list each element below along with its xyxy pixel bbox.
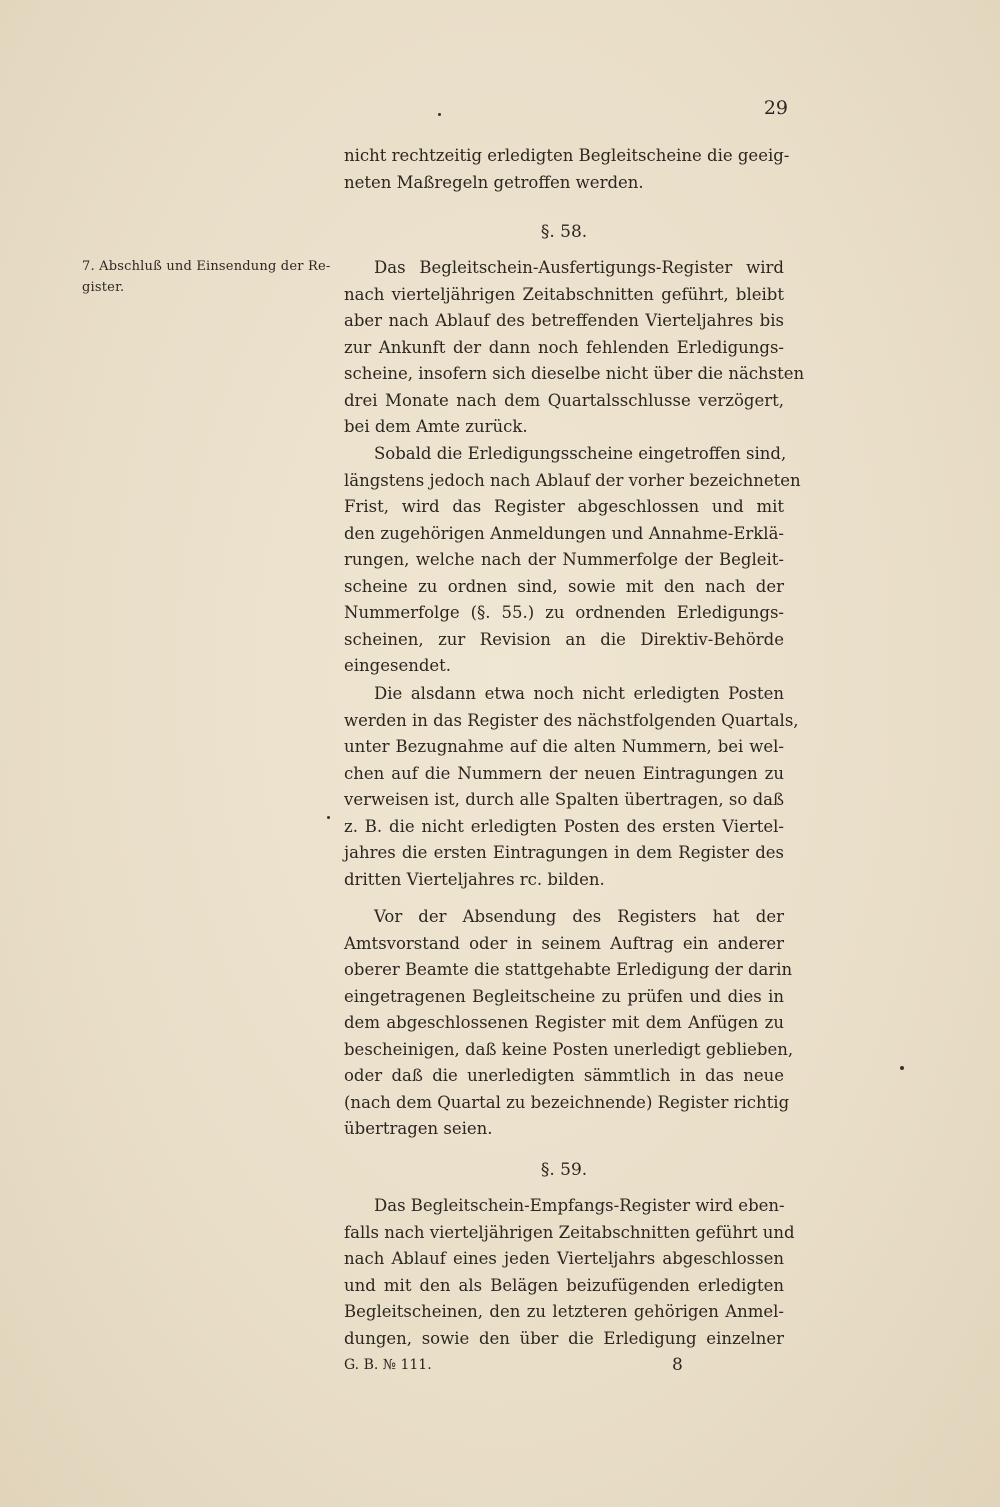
text-line: eingesendet. [344,656,452,675]
section-heading-59: §. 59. [540,1160,588,1180]
text-line: übertragen seien. [344,1119,493,1138]
page-number: 29 [763,97,788,119]
margin-note-line: 7. Abschluß und Einsendung der Re- [82,259,331,274]
top-paragraph [344,143,790,196]
text-line: oder daß die unerledigten sämmtlich in das neue [344,1066,784,1085]
text-line: Nummerfolge (§. 55.) zu ordnenden Erledigungs- [344,603,784,622]
text-line: werden in das Register des nächstfolgenden Quartals, [344,710,799,730]
section-58-paragraph-4 [344,904,794,1143]
text-line: scheine, insofern sich dieselbe nicht über die nächsten [344,364,805,383]
text-line: nach Ablauf eines jeden Vierteljahrs abgeschlossen [344,1249,784,1268]
text-line: neten Maßregeln getroffen werden. [344,172,644,192]
text-line: oberer Beamte die stattgehabte Erledigung der darin [344,960,793,979]
ink-speck [438,113,441,116]
text-line: Amtsvorstand oder in seinem Auftrag ein anderer [344,933,784,953]
text-line: Die alsdann etwa noch nicht erledigten Posten [374,684,784,703]
text-line: und mit den als Belägen beizufügenden erledigten [344,1275,784,1295]
text-line: dungen, sowie den über die Erledigung einzelner [344,1328,784,1348]
text-line: jahres die ersten Eintragungen in dem Register des [344,843,784,862]
text-line: chen auf die Nummern der neuen Eintragungen zu [344,763,784,783]
text-line: falls nach vierteljährigen Zeitabschnitten geführt und [344,1222,795,1242]
text-line: Vor der Absendung des Registers hat der [374,907,784,926]
text-line: scheine zu ordnen sind, sowie mit den nach der [344,576,784,596]
text-line: unter Bezugnahme auf die alten Nummern, bei wel- [344,737,784,756]
ink-speck [900,1066,904,1070]
text-line: Begleitscheinen, den zu letzteren gehörigen Anmel- [344,1302,784,1321]
text-line: drei Monate nach dem Quartalsschlusse verzögert, [344,390,784,410]
footer-issue-label: G. B. № 111. [344,1357,432,1373]
margin-note [82,256,344,298]
text-line: längstens jedoch nach Ablauf der vorher bezeichneten [344,470,801,490]
text-line: den zugehörigen Anmeldungen und Annahme-Erklä- [344,523,784,543]
text-line: bei dem Amte zurück. [344,417,528,436]
text-line: dritten Vierteljahres rc. bilden. [344,869,605,889]
text-line: eingetragenen Begleitscheine zu prüfen und dies in [344,986,784,1006]
text-line: Sobald die Erledigungsscheine eingetroffen sind, [374,444,787,463]
text-line: zur Ankunft der dann noch fehlenden Erledigungs- [344,337,784,357]
text-line: dem abgeschlossenen Register mit dem Anfügen zu [344,1013,784,1032]
text-line: rungen, welche nach der Nummerfolge der Begleit- [344,550,784,569]
text-line: (nach dem Quartal zu bezeichnende) Register richtig [344,1092,790,1112]
text-line: Das Begleitschein-Empfangs-Register wird eben- [374,1196,785,1215]
section-58-paragraph-2 [344,441,801,680]
section-59-paragraph-1 [344,1193,795,1352]
text-line: nach vierteljährigen Zeitabschnitten geführt, bleibt [344,284,784,304]
section-58-paragraph-3 [344,681,799,893]
text-line: verweisen ist, durch alle Spalten übertragen, so daß [344,790,784,809]
ink-speck [327,816,330,819]
text-line: aber nach Ablauf des betreffenden Vierteljahres bis [344,311,784,330]
margin-note-line: gister. [82,280,125,295]
text-line: Frist, wird das Register abgeschlossen und mit [344,497,784,516]
footer-sheet-number: 8 [672,1355,683,1375]
section-heading-58: §. 58. [540,222,588,242]
text-line: nicht rechtzeitig erledigten Begleitscheine die geeig- [344,146,790,165]
text-line: scheinen, zur Revision an die Direktiv-Behörde [344,629,784,649]
section-58-paragraph-1 [344,255,805,441]
text-line: z. B. die nicht erledigten Posten des ersten Viertel- [344,816,784,836]
text-line: bescheinigen, daß keine Posten unerledigt geblieben, [344,1039,794,1059]
text-line: Das Begleitschein-Ausfertigungs-Register wird [374,258,784,277]
